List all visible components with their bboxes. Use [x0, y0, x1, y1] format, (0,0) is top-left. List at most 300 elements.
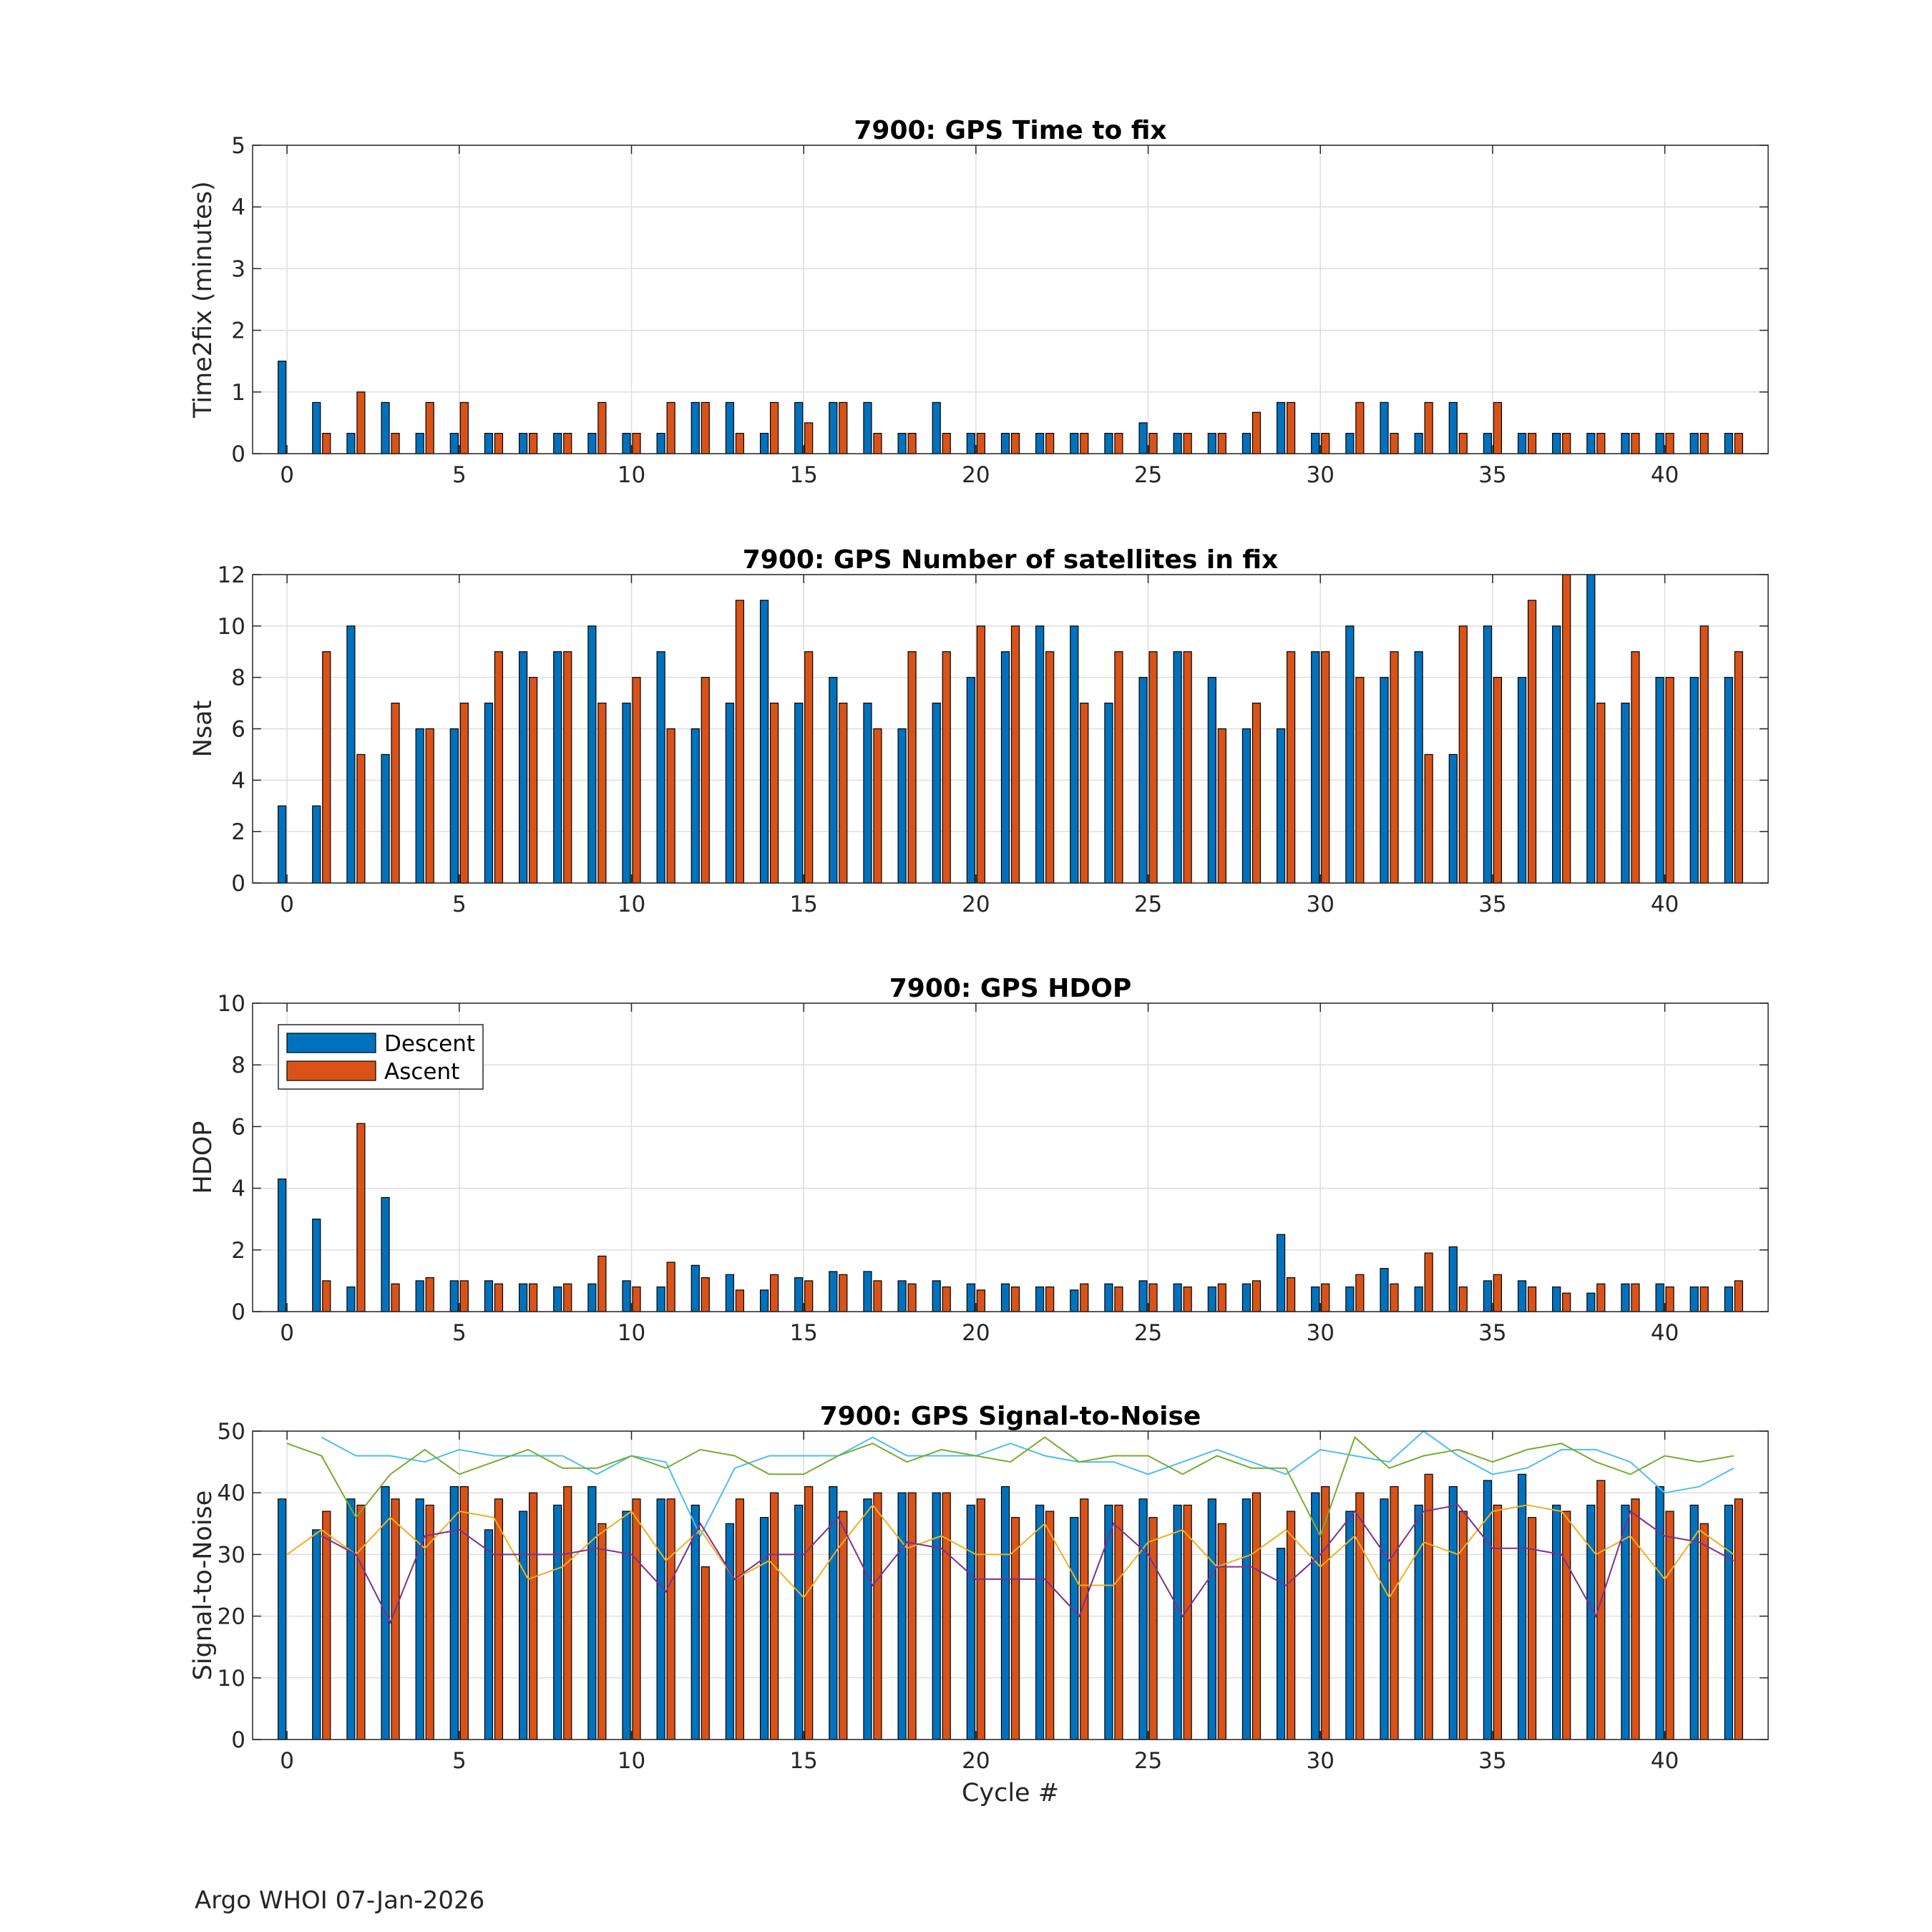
descent-bar — [1483, 1281, 1491, 1312]
descent-bar — [1587, 434, 1595, 454]
ascent-bar — [357, 754, 365, 883]
ascent-bar — [1287, 1511, 1295, 1740]
descent-bar — [588, 434, 596, 454]
descent-bar — [1449, 1246, 1457, 1312]
descent-bar — [932, 402, 940, 454]
ascent-bar — [1012, 626, 1020, 883]
descent-bar — [1002, 434, 1010, 454]
descent-bar — [1312, 1493, 1319, 1740]
descent-bar — [1174, 1505, 1181, 1740]
descent-bar — [1518, 678, 1526, 883]
descent-bar — [347, 434, 355, 454]
ascent-bar — [633, 1499, 640, 1740]
ascent-bar — [1287, 652, 1295, 883]
x-tick-label: 15 — [789, 462, 818, 488]
descent-bar — [829, 402, 837, 454]
ascent-bar — [1080, 703, 1088, 883]
descent-bar — [1208, 1499, 1216, 1740]
x-tick-label: 0 — [280, 1320, 295, 1346]
descent-bar — [1105, 434, 1113, 454]
ascent-bar — [667, 729, 675, 884]
y-tick-label: 12 — [217, 562, 245, 588]
descent-bar — [416, 729, 424, 884]
ascent-bar — [1287, 1278, 1295, 1312]
ascent-bar — [771, 703, 779, 883]
x-tick-label: 20 — [962, 462, 990, 488]
descent-bar — [1449, 1487, 1457, 1740]
x-tick-label: 40 — [1650, 1320, 1679, 1346]
descent-bar — [381, 754, 389, 883]
descent-bar — [1380, 1499, 1388, 1740]
x-tick-label: 35 — [1478, 1320, 1507, 1346]
ascent-bar — [1493, 678, 1501, 883]
x-tick-label: 35 — [1478, 462, 1507, 488]
descent-bar — [1346, 434, 1354, 454]
footer-text: Argo WHOI 07-Jan-2026 — [195, 1886, 485, 1915]
ascent-bar — [1563, 1293, 1571, 1312]
ascent-bar — [1287, 402, 1295, 454]
ascent-bar — [1597, 1284, 1605, 1312]
descent-bar — [1002, 1487, 1010, 1740]
descent-bar — [416, 1281, 424, 1312]
descent-bar — [829, 1272, 837, 1312]
descent-bar — [1174, 652, 1181, 883]
descent-bar — [1277, 729, 1285, 884]
ascent-bar — [460, 703, 468, 883]
ascent-bar — [942, 652, 950, 883]
chart-title: 7900: GPS Number of satellites in fix — [742, 545, 1279, 575]
descent-bar — [1380, 1269, 1388, 1312]
ascent-bar — [667, 1499, 675, 1740]
ascent-bar — [908, 652, 916, 883]
x-tick-label: 30 — [1306, 1320, 1335, 1346]
descent-bar — [967, 434, 975, 454]
ascent-bar — [530, 678, 537, 883]
ascent-bar — [1563, 434, 1571, 454]
descent-bar — [1518, 434, 1526, 454]
descent-bar — [450, 1487, 458, 1740]
descent-bar — [588, 1487, 596, 1740]
ascent-bar — [1218, 729, 1226, 884]
ascent-bar — [839, 1274, 847, 1312]
ascent-bar — [805, 1487, 813, 1740]
descent-bar — [691, 402, 699, 454]
ascent-bar — [1459, 434, 1467, 454]
legend-label: Ascent — [384, 1059, 460, 1085]
panel-3 — [189, 974, 1768, 1346]
ascent-bar — [805, 652, 813, 883]
ascent-bar — [1012, 434, 1020, 454]
descent-bar — [1312, 434, 1319, 454]
descent-bar — [1587, 575, 1595, 883]
ascent-bar — [1631, 1499, 1639, 1740]
ascent-bar — [426, 402, 434, 454]
ascent-bar — [1528, 1287, 1536, 1312]
y-tick-label: 8 — [231, 665, 245, 691]
ascent-bar — [805, 423, 813, 454]
descent-bar — [347, 1499, 355, 1740]
descent-bar — [623, 1511, 630, 1740]
ascent-bar — [1356, 402, 1364, 454]
descent-bar — [623, 703, 630, 883]
ascent-bar — [1563, 575, 1571, 883]
ascent-bar — [460, 402, 468, 454]
ascent-bar — [1252, 703, 1260, 883]
ascent-bar — [1252, 1493, 1260, 1740]
ascent-bar — [1115, 1287, 1123, 1312]
x-tick-label: 40 — [1650, 462, 1679, 488]
ascent-bar — [1597, 703, 1605, 883]
ascent-bar — [839, 703, 847, 883]
x-tick-label: 35 — [1478, 1748, 1507, 1774]
ascent-bar — [701, 678, 709, 883]
y-tick-label: 3 — [231, 256, 245, 283]
x-tick-label: 10 — [617, 462, 646, 488]
ascent-bar — [908, 1493, 916, 1740]
ascent-bar — [667, 402, 675, 454]
descent-bar — [761, 1518, 769, 1740]
descent-bar — [795, 402, 803, 454]
x-tick-label: 5 — [452, 462, 467, 488]
ascent-bar — [1356, 1274, 1364, 1312]
descent-bar — [1277, 402, 1285, 454]
descent-bar — [484, 1530, 492, 1740]
descent-bar — [1174, 434, 1181, 454]
ascent-bar — [1493, 1274, 1501, 1312]
ascent-bar — [701, 1567, 709, 1740]
ascent-bar — [1322, 652, 1330, 883]
ascent-bar — [1459, 1287, 1467, 1312]
ascent-bar — [942, 1287, 950, 1312]
ascent-bar — [598, 1523, 606, 1740]
descent-bar — [1139, 678, 1147, 883]
descent-bar — [691, 729, 699, 884]
legend-label: Descent — [384, 1031, 476, 1057]
ascent-bar — [1012, 1287, 1020, 1312]
descent-bar — [1139, 423, 1147, 454]
ascent-bar — [1700, 434, 1708, 454]
ascent-bar — [1425, 1253, 1433, 1312]
y-tick-label: 6 — [231, 1114, 245, 1141]
descent-bar — [1070, 1518, 1078, 1740]
descent-bar — [1208, 434, 1216, 454]
x-tick-label: 40 — [1650, 1748, 1679, 1774]
descent-bar — [519, 652, 527, 883]
legend — [278, 1025, 483, 1089]
ascent-bar — [530, 434, 537, 454]
ascent-bar — [530, 1493, 537, 1740]
ascent-bar — [771, 402, 779, 454]
x-tick-label: 40 — [1650, 892, 1679, 917]
ascent-bar — [1666, 1511, 1674, 1740]
ascent-bar — [874, 729, 882, 884]
descent-bar — [761, 1290, 769, 1312]
ascent-bar — [942, 1493, 950, 1740]
x-tick-label: 10 — [617, 1320, 646, 1346]
ascent-bar — [1493, 1505, 1501, 1740]
ascent-bar — [391, 1284, 399, 1312]
descent-bar — [1002, 1284, 1010, 1312]
descent-bar — [829, 678, 837, 883]
ascent-bar — [633, 1287, 640, 1312]
ascent-bar — [1322, 1284, 1330, 1312]
ascent-bar — [426, 729, 434, 884]
descent-bar — [1242, 729, 1250, 884]
ascent-bar — [771, 1274, 779, 1312]
panel-1 — [189, 116, 1768, 488]
x-tick-label: 0 — [280, 462, 295, 488]
ascent-bar — [564, 652, 572, 883]
ascent-bar — [598, 402, 606, 454]
y-tick-label: 2 — [231, 1237, 245, 1264]
x-tick-label: 35 — [1478, 892, 1507, 917]
descent-bar — [484, 703, 492, 883]
descent-bar — [519, 1284, 527, 1312]
descent-bar — [829, 1487, 837, 1740]
ascent-bar — [977, 1290, 985, 1312]
descent-bar — [554, 434, 562, 454]
descent-bar — [726, 703, 733, 883]
x-tick-label: 10 — [617, 892, 646, 917]
descent-bar — [554, 1505, 562, 1740]
descent-bar — [1621, 434, 1629, 454]
ascent-bar — [1149, 434, 1157, 454]
x-tick-label: 5 — [452, 892, 467, 917]
y-tick-label: 1 — [231, 379, 245, 406]
x-tick-label: 25 — [1133, 1748, 1163, 1774]
descent-bar — [450, 1281, 458, 1312]
chart-title: 7900: GPS Signal-to-Noise — [819, 1402, 1201, 1431]
descent-bar — [623, 434, 630, 454]
descent-bar — [313, 1530, 321, 1740]
descent-bar — [898, 434, 906, 454]
y-tick-label: 20 — [217, 1604, 245, 1630]
ascent-bar — [1080, 1284, 1088, 1312]
ascent-bar — [1184, 1505, 1191, 1740]
descent-bar — [1036, 1505, 1044, 1740]
ascent-bar — [1631, 1284, 1639, 1312]
descent-bar — [1036, 434, 1044, 454]
descent-bar — [761, 600, 769, 883]
ascent-bar — [323, 652, 331, 883]
ascent-bar — [667, 1262, 675, 1312]
descent-bar — [484, 434, 492, 454]
ascent-bar — [874, 1493, 882, 1740]
descent-bar — [1174, 1284, 1181, 1312]
ascent-bar — [391, 1499, 399, 1740]
ascent-bar — [1322, 1487, 1330, 1740]
descent-bar — [278, 361, 286, 454]
ascent-bar — [1390, 1284, 1398, 1312]
descent-bar — [1518, 1281, 1526, 1312]
ascent-bar — [805, 1281, 813, 1312]
y-tick-label: 0 — [231, 1299, 245, 1325]
descent-bar — [726, 1523, 733, 1740]
ascent-bar — [1493, 402, 1501, 454]
ascent-bar — [564, 1487, 572, 1740]
descent-bar — [450, 434, 458, 454]
descent-bar — [1346, 626, 1354, 883]
descent-bar — [1656, 1487, 1664, 1740]
descent-bar — [313, 402, 321, 454]
y-axis-label: Signal-to-Noise — [189, 1490, 218, 1681]
descent-bar — [278, 806, 286, 883]
ascent-bar — [1080, 434, 1088, 454]
descent-bar — [1656, 678, 1664, 883]
descent-bar — [1208, 1287, 1216, 1312]
chart-title: 7900: GPS Time to fix — [854, 116, 1167, 145]
ascent-bar — [1115, 434, 1123, 454]
descent-bar — [1415, 652, 1423, 883]
ascent-bar — [494, 1499, 502, 1740]
descent-bar — [1449, 402, 1457, 454]
ascent-bar — [391, 703, 399, 883]
y-tick-label: 0 — [231, 441, 245, 467]
y-tick-label: 40 — [217, 1480, 245, 1507]
descent-bar — [932, 703, 940, 883]
descent-bar — [519, 1511, 527, 1740]
descent-bar — [898, 729, 906, 884]
descent-bar — [519, 434, 527, 454]
ascent-bar — [357, 1505, 365, 1740]
ascent-bar — [1390, 1487, 1398, 1740]
y-tick-label: 2 — [231, 819, 245, 846]
descent-bar — [657, 1499, 665, 1740]
ascent-bar — [460, 1281, 468, 1312]
ascent-bar — [1700, 1287, 1708, 1312]
x-axis-label: Cycle # — [961, 1779, 1060, 1807]
plot-area — [253, 1431, 1768, 1740]
descent-legend-swatch — [287, 1033, 376, 1053]
ascent-bar — [494, 652, 502, 883]
ascent-bar — [1149, 1284, 1157, 1312]
descent-bar — [1415, 1287, 1423, 1312]
descent-bar — [1724, 1505, 1732, 1740]
ascent-bar — [771, 1493, 779, 1740]
descent-bar — [588, 626, 596, 883]
descent-bar — [1690, 434, 1698, 454]
ascent-bar — [874, 1281, 882, 1312]
ascent-bar — [1356, 1493, 1364, 1740]
plot-area — [253, 145, 1768, 454]
descent-bar — [898, 1493, 906, 1740]
descent-bar — [726, 1274, 733, 1312]
ascent-bar — [1425, 754, 1433, 883]
ascent-bar — [1563, 1511, 1571, 1740]
ascent-bar — [1735, 1499, 1742, 1740]
ascent-bar — [323, 1511, 331, 1740]
panel-2 — [189, 545, 1768, 917]
descent-bar — [554, 1287, 562, 1312]
ascent-bar — [1631, 652, 1639, 883]
descent-bar — [1483, 434, 1491, 454]
descent-bar — [1105, 703, 1113, 883]
ascent-bar — [323, 434, 331, 454]
descent-bar — [1518, 1474, 1526, 1740]
descent-bar — [864, 1499, 872, 1740]
ascent-bar — [1218, 434, 1226, 454]
y-axis-label: Time2fix (minutes) — [189, 181, 218, 418]
descent-bar — [1656, 1284, 1664, 1312]
x-tick-label: 10 — [617, 1748, 646, 1774]
ascent-bar — [1252, 1281, 1260, 1312]
descent-bar — [1724, 434, 1732, 454]
descent-bar — [278, 1499, 286, 1740]
descent-bar — [657, 1287, 665, 1312]
descent-bar — [1242, 1284, 1250, 1312]
x-tick-label: 20 — [962, 892, 990, 917]
y-tick-label: 10 — [217, 1665, 245, 1692]
y-tick-label: 2 — [231, 318, 245, 344]
ascent-bar — [1046, 652, 1054, 883]
descent-bar — [657, 434, 665, 454]
ascent-bar — [839, 402, 847, 454]
ascent-bar — [1425, 1474, 1433, 1740]
x-tick-label: 25 — [1133, 892, 1163, 917]
descent-bar — [1415, 1505, 1423, 1740]
ascent-bar — [530, 1284, 537, 1312]
ascent-bar — [701, 1278, 709, 1312]
x-tick-label: 15 — [789, 1748, 818, 1774]
y-axis-label: HDOP — [189, 1121, 218, 1194]
descent-bar — [967, 1284, 975, 1312]
descent-bar — [1036, 1287, 1044, 1312]
descent-bar — [1070, 434, 1078, 454]
descent-bar — [347, 1287, 355, 1312]
ascent-bar — [908, 1284, 916, 1312]
ascent-bar — [1218, 1284, 1226, 1312]
descent-bar — [795, 1505, 803, 1740]
y-tick-label: 0 — [231, 871, 245, 897]
ascent-bar — [942, 434, 950, 454]
ascent-bar — [1597, 434, 1605, 454]
ascent-bar — [357, 1123, 365, 1312]
descent-bar — [1553, 626, 1561, 883]
descent-bar — [1415, 434, 1423, 454]
x-tick-label: 5 — [452, 1320, 467, 1346]
ascent-bar — [1149, 1518, 1157, 1740]
ascent-bar — [1735, 434, 1742, 454]
descent-bar — [554, 652, 562, 883]
y-tick-label: 10 — [217, 613, 245, 640]
ascent-bar — [1322, 434, 1330, 454]
x-tick-label: 5 — [452, 1748, 467, 1774]
ascent-bar — [564, 434, 572, 454]
ascent-bar — [494, 434, 502, 454]
x-tick-label: 20 — [962, 1320, 990, 1346]
descent-bar — [1553, 1505, 1561, 1740]
descent-bar — [1449, 754, 1457, 883]
descent-bar — [1312, 652, 1319, 883]
descent-bar — [1690, 678, 1698, 883]
descent-bar — [898, 1281, 906, 1312]
descent-bar — [1483, 1480, 1491, 1740]
ascent-bar — [1735, 652, 1742, 883]
descent-bar — [416, 434, 424, 454]
descent-bar — [932, 1281, 940, 1312]
y-tick-label: 50 — [217, 1419, 245, 1445]
ascent-bar — [494, 1284, 502, 1312]
descent-bar — [450, 729, 458, 884]
descent-bar — [932, 1493, 940, 1740]
descent-bar — [1690, 1287, 1698, 1312]
ascent-bar — [1528, 1518, 1536, 1740]
ascent-bar — [1666, 434, 1674, 454]
descent-bar — [1105, 1284, 1113, 1312]
descent-bar — [1312, 1287, 1319, 1312]
ascent-bar — [1528, 434, 1536, 454]
descent-bar — [864, 703, 872, 883]
